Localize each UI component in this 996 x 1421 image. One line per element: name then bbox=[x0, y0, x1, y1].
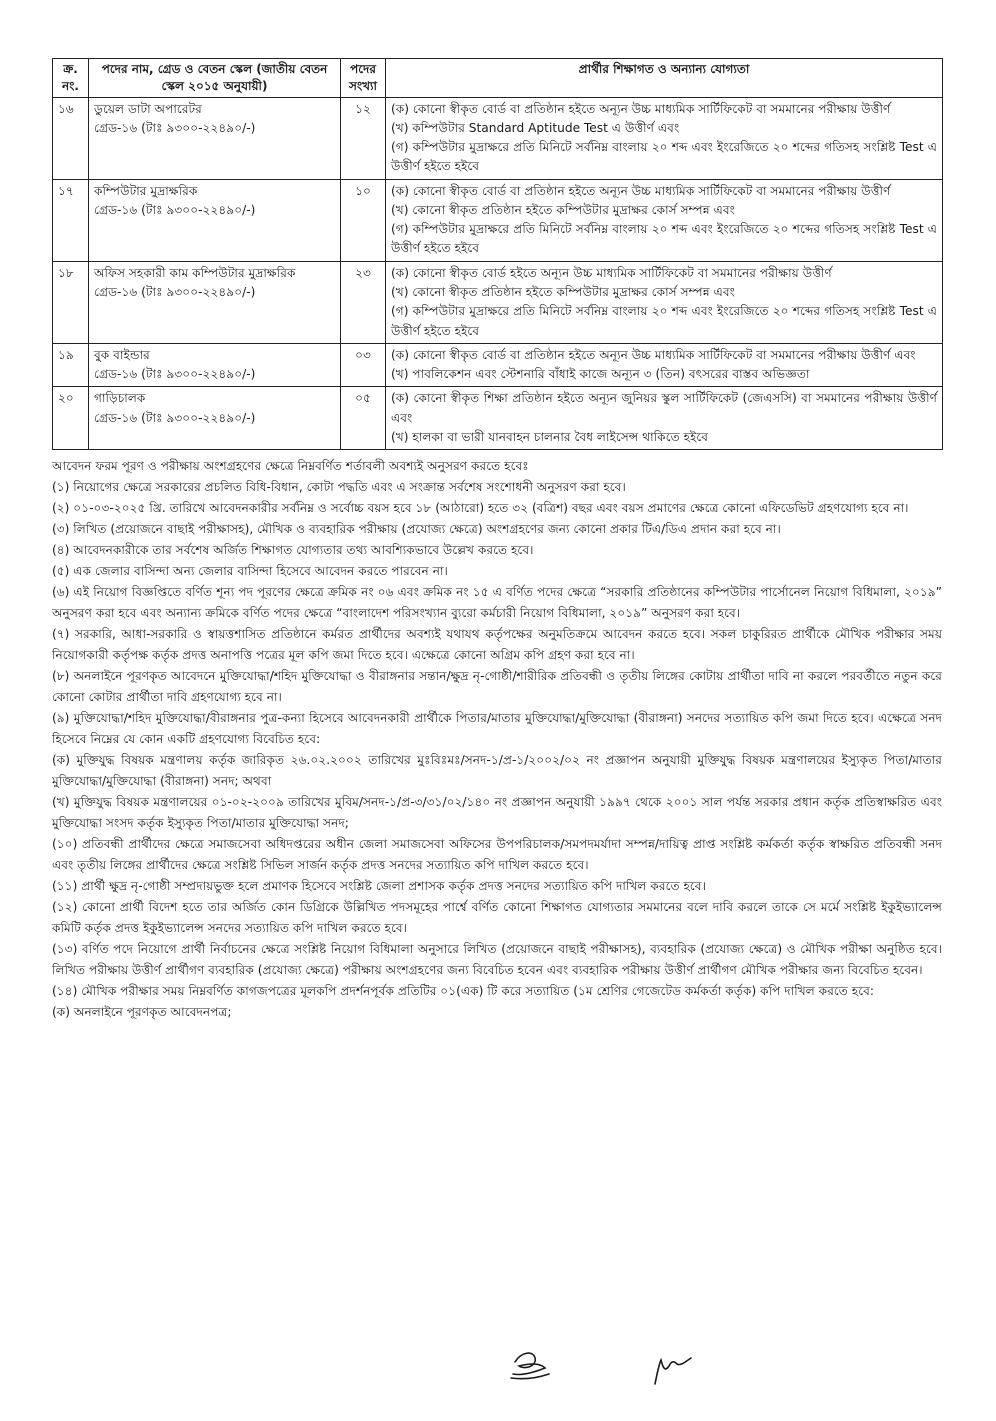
qualification-line: (ক) কোনো স্বীকৃত বোর্ড হইতে অন্যূন উচ্চ মাধ্যমিক সার্টিফিকেট বা সমমানের পরীক্ষায় উত্তীর্ণ bbox=[391, 265, 832, 280]
qualification-line: (ক) কোনো স্বীকৃত বোর্ড বা প্রতিষ্ঠান হইতে অন্যূন উচ্চ মাধ্যমিক সার্টিফিকেট বা সমমানের পরীক্ষায় উত্তীর্ণ এবং bbox=[391, 347, 916, 362]
job-requirements-table bbox=[52, 58, 943, 450]
post-grade: গ্রেড-১৬ (টাঃ ৯৩০০-২২৪৯০/-) bbox=[94, 410, 256, 425]
row-post bbox=[89, 387, 341, 450]
row-qualifications bbox=[386, 343, 943, 387]
initial-signature-left bbox=[511, 1353, 549, 1379]
row-serial: ২০ bbox=[53, 387, 89, 450]
row-serial: ১৬ bbox=[53, 97, 89, 179]
condition-item: (৯) মুক্তিযোদ্ধা/শহিদ মুক্তিযোদ্ধা/বীরাঙ্গনার পুত্র-কন্যা হিসেবে আবেদনকারী প্রার্থীকে পিতার/মাতার মুক্তিযোদ্ধা/মুক্তিযোদ্ধা (বীরাঙ্গনা) সনদের সত্যায়িত কপি জমা দিতে হবে। এক্ষেত্রে সনদ হিসেবে নিম্নের যে কোন একটি গ্রহণযোগ্য বিবেচিত হবে: bbox=[52, 710, 942, 746]
qualification-line: (ক) কোনো স্বীকৃত বোর্ড বা প্রতিষ্ঠান হইতে অন্যূন উচ্চ মাধ্যমিক সার্টিফিকেট বা সমমানের পরীক্ষায় উত্তীর্ণ bbox=[391, 101, 891, 116]
condition-item: (৭) সরকারি, আধা-সরকারি ও স্বায়ত্তশাসিত প্রতিষ্ঠানে কর্মরত প্রার্থীদের অবশ্যই যথাযথ কর্তৃপক্ষের অনুমতিক্রমে আবেদন করতে হবে। সকল চাকুরিরত প্রার্থীকে মৌখিক পরীক্ষার সময় নিয়োগকারী কর্তৃপক্ষ কর্তৃক প্রদত্ত অনাপত্তি পত্রের মূল কপি জমা দিতে হবে। এক্ষেত্রে কোনো অগ্রিম কপি গ্রহণ করা হবে না। bbox=[52, 626, 942, 662]
row-count: ২৩ bbox=[341, 261, 386, 343]
qualification-line: (গ) কম্পিউটার মুদ্রাক্ষরে প্রতি মিনিটে সর্বনিম্ন বাংলায় ২০ শব্দ এবং ইংরেজিতে ২০ শব্দের গতিসহ সংশ্লিষ্ট Test এ উত্তীর্ণ হইতে হইবে bbox=[391, 140, 937, 174]
condition-item: (১২) কোনো প্রার্থী বিদেশ হতে তার অর্জিত কোন ডিগ্রিকে উল্লিখিত পদসমূহের পার্শ্বে বর্ণিত কোনো শিক্ষাগত যোগ্যতার সমমানের বলে দাবি করলে তাকে সে মর্মে সংশ্লিষ্ট ইকুইভ্যালেন্স কমিটি কর্তৃক প্রদত্ত ইকুইভ্যালেন্স সনদের সত্যায়িত কপি দাখিল করতে হবে। bbox=[52, 899, 942, 935]
post-grade: গ্রেড-১৬ (টাঃ ৯৩০০-২২৪৯০/-) bbox=[94, 367, 256, 382]
qualification-line: (খ) পাবলিকেশন এবং স্টেশনারি বাঁধাই কাজে অন্যূন ৩ (তিন) বৎসরের বাস্তব অভিজ্ঞতা bbox=[391, 367, 810, 382]
condition-item: (ক) অনলাইনে পূরণকৃত আবেদনপত্র; bbox=[52, 1004, 232, 1019]
post-name: ডুয়েল ডাটা অপারেটর bbox=[94, 101, 202, 116]
row-count: ০৩ bbox=[341, 343, 386, 387]
header-qualification: প্রার্থীর শিক্ষাগত ও অন্যান্য যোগ্যতা bbox=[386, 59, 943, 98]
row-serial: ১৭ bbox=[53, 179, 89, 261]
row-count: ১০ bbox=[341, 179, 386, 261]
row-qualifications bbox=[386, 179, 943, 261]
post-name: গাড়িচালক bbox=[94, 391, 146, 406]
post-grade: গ্রেড-১৬ (টাঃ ৯৩০০-২২৪৯০/-) bbox=[94, 284, 256, 299]
condition-item: (৩) লিখিত (প্রয়োজনে বাছাই পরীক্ষাসহ), মৌখিক ও ব্যবহারিক পরীক্ষায় (প্রযোজ্য ক্ষেত্রে) অংশগ্রহণের জন্য কোনো প্রকার টিএ/ডিএ প্রদান করা হবে না। bbox=[52, 522, 781, 537]
condition-item: (৮) অনলাইনে পূরণকৃত আবেদনে মুক্তিযোদ্ধা/শহিদ মুক্তিযোদ্ধা ও বীরাঙ্গনার সন্তান/ক্ষুদ্র নৃ-গোষ্ঠী/শারীরিক প্রতিবন্ধী ও তৃতীয় লিঙ্গের কোটায় প্রার্থীতা দাবি না করলে পরবর্তীতে নতুন করে কোনো কোটার প্রার্থীতা দাবি গ্রহণযোগ্য হবে না। bbox=[52, 668, 942, 704]
row-post bbox=[89, 261, 341, 343]
initials-signatures bbox=[505, 1340, 725, 1390]
row-qualifications bbox=[386, 97, 943, 179]
row-qualifications bbox=[386, 261, 943, 343]
post-grade: গ্রেড-১৬ (টাঃ ৯৩০০-২২৪৯০/-) bbox=[94, 202, 256, 217]
row-qualifications bbox=[386, 387, 943, 450]
condition-item: (৬) এই নিয়োগ বিজ্ঞপ্তিতে বর্ণিত শূন্য পদ পূরণের ক্ষেত্রে ক্রমিক নং ০৬ এবং ক্রমিক নং ১৫ এ বর্ণিত পদের ক্ষেত্রে “সরকারি প্রতিষ্ঠানের কম্পিউটার পার্সোনেল নিয়োগ বিধিমালা, ২০১৯” অনুসরণ করা হবে এবং অন্যান্য ক্রমিকে বর্ণিত পদের ক্ষেত্রে “বাংলাদেশ পরিসংখ্যান ব্যুরো কর্মচারী নিয়োগ বিধিমালা, ২০১৯” অনুসরণ করা হবে। bbox=[52, 585, 942, 620]
row-serial: ১৯ bbox=[53, 343, 89, 387]
row-count: ১২ bbox=[341, 97, 386, 179]
conditions-section bbox=[52, 456, 942, 1023]
conditions-intro: আবেদন ফরম পূরণ ও পরীক্ষায় অংশগ্রহণের ক্ষেত্রে নিম্নবর্ণিত শর্তাবলী অবশ্যই অনুসরণ করতে হবেঃ bbox=[52, 459, 529, 474]
qualification-line: (খ) কম্পিউটার Standard Aptitude Test এ উত্তীর্ণ এবং bbox=[391, 120, 680, 135]
qualification-line: (গ) কম্পিউটার মুদ্রাক্ষরে প্রতি মিনিটে সর্বনিম্ন বাংলায় ২০ শব্দ এবং ইংরেজিতে ২০ শব্দের গতিসহ সংশ্লিষ্ট Test এ উত্তীর্ণ হইতে হইবে bbox=[391, 222, 937, 256]
condition-item: (২) ০১-০৩-২০২৫ খ্রি. তারিখে আবেদনকারীর সর্বনিম্ন ও সর্বোচ্চ বয়স হবে ১৮ (আঠারো) হতে ৩২ (বত্রিশ) বছর এবং বয়স প্রমাণের ক্ষেত্রে কোনো এফিডেভিট গ্রহণযোগ্য হবে না। bbox=[52, 501, 909, 516]
row-count: ০৫ bbox=[341, 387, 386, 450]
header-serial: ক্র. নং. bbox=[53, 59, 89, 98]
row-post bbox=[89, 179, 341, 261]
condition-item: (ক) মুক্তিযুদ্ধ বিষয়ক মন্ত্রণালয় কর্তৃক জারিকৃত ২৬.০২.২০০২ তারিখের মুঃবিঃমঃ/সনদ-১/প্র-১/২০০২/০২ নং প্রজ্ঞাপন অনুযায়ী মুক্তিযুদ্ধ বিষয়ক মন্ত্রণালয়ের ইস্যুকৃত পিতা/মাতার মুক্তিযোদ্ধা/মুক্তিযোদ্ধা (বীরাঙ্গনা) সনদ; অথবা bbox=[52, 752, 942, 788]
condition-item: (১১) প্রার্থী ক্ষুদ্র নৃ-গোষ্ঠী সম্প্রদায়ভুক্ত হলে প্রমাণক হিসেবে সংশ্লিষ্ট জেলা প্রশাসক কর্তৃক প্রদত্ত সনদের সত্যায়িত কপি দাখিল করতে হবে। bbox=[52, 878, 706, 893]
post-grade: গ্রেড-১৬ (টাঃ ৯৩০০-২২৪৯০/-) bbox=[94, 120, 256, 135]
condition-item: (১৪) মৌখিক পরীক্ষার সময় নিম্নবর্ণিত কাগজপত্রের মূলকপি প্রদর্শনপূর্বক প্রতিটির ০১(এক) টি করে সত্যায়িত (১ম শ্রেণির গেজেটেড কর্মকর্তা কর্তৃক) কপি দাখিল করতে হবে: bbox=[52, 983, 875, 998]
qualification-line: (গ) কম্পিউটার মুদ্রাক্ষরে প্রতি মিনিটে সর্বনিম্ন বাংলায় ২০ শব্দ এবং ইংরেজিতে ২০ শব্দের গতিসহ সংশ্লিষ্ট Test এ উত্তীর্ণ হইতে হইবে bbox=[391, 304, 937, 338]
table-row bbox=[53, 343, 943, 387]
initial-signature-right bbox=[655, 1358, 691, 1384]
table-row bbox=[53, 387, 943, 450]
post-name: অফিস সহকারী কাম কম্পিউটার মুদ্রাক্ষরিক bbox=[94, 265, 296, 280]
row-post bbox=[89, 97, 341, 179]
condition-item: (১) নিয়োগের ক্ষেত্রে সরকারের প্রচলিত বিধি-বিধান, কোটা পদ্ধতি এবং এ সংক্রান্ত সর্বশেষ সংশোধনী অনুসরণ করা হবে। bbox=[52, 480, 626, 495]
qualification-line: (খ) হালকা বা ভারী যানবাহন চালনার বৈধ লাইসেন্স থাকিতে হইবে bbox=[391, 429, 709, 444]
row-serial: ১৮ bbox=[53, 261, 89, 343]
condition-item: (১৩) বর্ণিত পদে নিয়োগে প্রার্থী নির্বাচনের ক্ষেত্রে সংশ্লিষ্ট নিয়োগ বিধিমালা অনুসারে লিখিত (প্রয়োজনে বাছাই পরীক্ষাসহ), ব্যবহারিক (প্রযোজ্য ক্ষেত্রে) ও মৌখিক পরীক্ষা অনুষ্ঠিত হবে। লিখিত পরীক্ষায় উত্তীর্ণ প্রার্থীগণ ব্যবহারিক (প্রযোজ্য ক্ষেত্রে) পরীক্ষায় অংশগ্রহণের জন্য বিবেচিত হবেন এবং ব্যবহারিক পরীক্ষায় উত্তীর্ণ প্রার্থীগণ মৌখিক পরীক্ষার জন্য বিবেচিত হবেন। bbox=[52, 941, 942, 977]
table-row bbox=[53, 261, 943, 343]
qualification-line: (খ) কোনো স্বীকৃত প্রতিষ্ঠান হইতে কম্পিউটার মুদ্রাক্ষর কোর্স সম্পন্ন এবং bbox=[391, 284, 735, 299]
header-count: পদের সংখ্যা bbox=[341, 59, 386, 98]
header-post: পদের নাম, গ্রেড ও বেতন স্কেল (জাতীয় বেতন স্কেল ২০১৫ অনুযায়ী) bbox=[89, 59, 341, 98]
condition-item: (৫) এক জেলার বাসিন্দা অন্য জেলার বাসিন্দা হিসেবে আবেদন করতে পারবেন না। bbox=[52, 564, 448, 579]
post-name: বুক বাইন্ডার bbox=[94, 347, 150, 362]
post-name: কম্পিউটার মুদ্রাক্ষরিক bbox=[94, 183, 198, 198]
qualification-line: (ক) কোনো স্বীকৃত শিক্ষা প্রতিষ্ঠান হইতে অন্যূন জুনিয়র স্কুল সার্টিফিকেট (জেএসসি) বা সমমানের পরীক্ষায় উত্তীর্ণ এবং bbox=[391, 391, 937, 425]
signature-marks bbox=[505, 1340, 725, 1390]
condition-item: (১০) প্রতিবন্ধী প্রার্থীদের ক্ষেত্রে সমাজসেবা অধিদপ্তরের অধীন জেলা সমাজসেবা অফিসের উপপরিচালক/সমপদমর্যাদা সম্পন্ন/দায়িত্ব প্রাপ্ত সংশ্লিষ্ট কর্মকর্তা কর্তৃক স্বাক্ষরিত প্রতিবন্ধী সনদ এবং তৃতীয় লিঙ্গের প্রার্থীদের ক্ষেত্রে সংশ্লিষ্ট সিভিল সার্জন কর্তৃক প্রদত্ত সনদের সত্যায়িত কপি দাখিল করতে হবে। bbox=[52, 836, 942, 872]
condition-item: (খ) মুক্তিযুদ্ধ বিষয়ক মন্ত্রণালয়ের ০১-০২-২০০৯ তারিখের মুবিম/সনদ-১/প্র-৩/৩১/০২/১৪০ নং প্রজ্ঞাপন অনুযায়ী ১৯৯৭ থেকে ২০০১ সাল পর্যন্ত সরকার প্রধান কর্তৃক প্রতিস্বাক্ষরিত এবং মুক্তিযোদ্ধা সংসদ কর্তৃক ইস্যুকৃত পিতা/মাতার মুক্তিযোদ্ধা সনদ; bbox=[52, 794, 942, 830]
qualification-line: (ক) কোনো স্বীকৃত বোর্ড বা প্রতিষ্ঠান হইতে অন্যূন উচ্চ মাধ্যমিক সার্টিফিকেট বা সমমানের পরীক্ষায় উত্তীর্ণ bbox=[391, 183, 891, 198]
table-header-row bbox=[53, 59, 943, 98]
notice-page bbox=[52, 58, 946, 1023]
condition-item: (৪) আবেদনকারীকে তার সর্বশেষ অর্জিত শিক্ষাগত যোগ্যতার তথ্য আবশ্যিকভাবে উল্লেখ করতে হবে। bbox=[52, 543, 534, 558]
table-row bbox=[53, 97, 943, 179]
qualification-line: (খ) কোনো স্বীকৃত প্রতিষ্ঠান হইতে কম্পিউটার মুদ্রাক্ষর কোর্স সম্পন্ন এবং bbox=[391, 202, 735, 217]
row-post bbox=[89, 343, 341, 387]
table-row bbox=[53, 179, 943, 261]
